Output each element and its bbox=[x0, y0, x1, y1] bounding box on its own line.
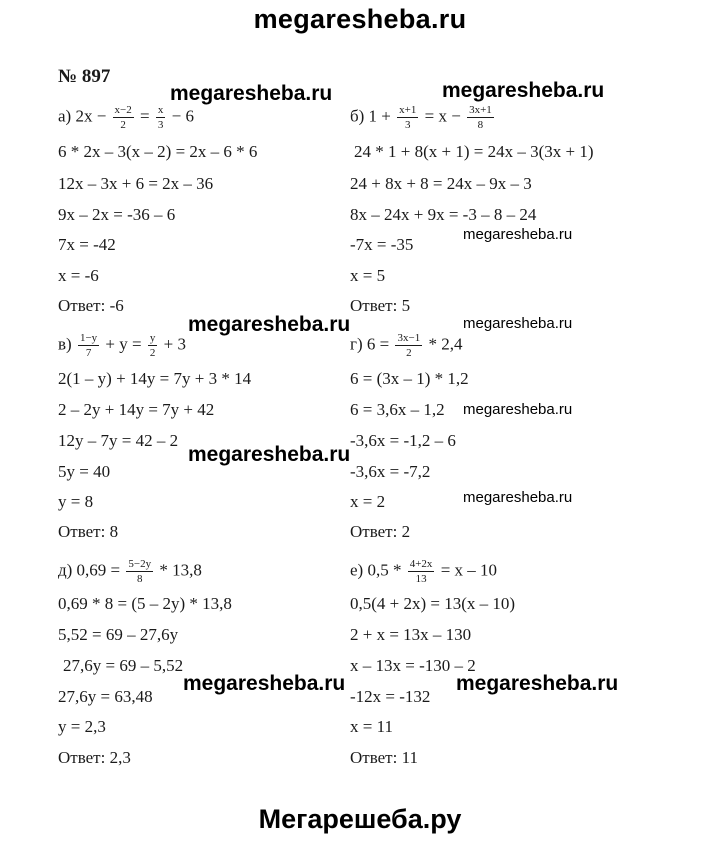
fraction-denominator: 3 bbox=[405, 119, 411, 132]
fraction-numerator: x+1 bbox=[397, 104, 418, 118]
problem-g-step: 6 = (3x – 1) * 1,2 bbox=[350, 369, 469, 388]
problem-e-step: x = 11 bbox=[350, 717, 393, 736]
eq-suffix: = x – 10 bbox=[440, 560, 498, 580]
fraction bbox=[113, 104, 134, 131]
problem-v-step: 12y – 7y = 42 – 2 bbox=[58, 431, 179, 450]
eq-suffix: − 6 bbox=[171, 106, 194, 126]
problem-v-step: 5y = 40 bbox=[58, 462, 111, 481]
problem-d-step: 0,69 * 8 = (5 – 2y) * 13,8 bbox=[58, 594, 232, 613]
problem-a-answer: Ответ: -6 bbox=[58, 296, 124, 315]
problem-a-step: 12x – 3x + 6 = 2x – 36 bbox=[58, 174, 214, 193]
problem-g-step: 6 = 3,6x – 1,2 bbox=[350, 400, 445, 419]
problem-b-answer: Ответ: 5 bbox=[350, 296, 411, 315]
problem-v-step: y = 8 bbox=[58, 492, 94, 511]
problem-e-step: -12x = -132 bbox=[350, 687, 431, 706]
problem-b-step: 24 + 8x + 8 = 24x – 9x – 3 bbox=[350, 174, 532, 193]
problem-g-answer: Ответ: 2 bbox=[350, 522, 411, 541]
problem-d-step: 27,6y = 63,48 bbox=[58, 687, 153, 706]
problem-a-equation bbox=[58, 104, 194, 131]
task-number: № 897 bbox=[58, 66, 111, 87]
eq-mid: = bbox=[140, 106, 150, 126]
problem-b-step: 8x – 24x + 9x = -3 – 8 – 24 bbox=[350, 205, 537, 224]
problem-d-equation bbox=[58, 558, 202, 585]
watermark-overlay: megaresheba.ru bbox=[463, 226, 573, 243]
problem-g-step: -3,6x = -1,2 – 6 bbox=[350, 431, 456, 450]
eq-prefix: е) 0,5 * bbox=[350, 560, 402, 580]
fraction-denominator: 7 bbox=[85, 347, 92, 360]
eq-mid: + y = bbox=[105, 334, 142, 354]
problem-b-step: 24 * 1 + 8(x + 1) = 24x – 3(3x + 1) bbox=[354, 142, 594, 161]
fraction-denominator: 3 bbox=[157, 119, 164, 132]
problem-a-step: 6 * 2x – 3(x – 2) = 2x – 6 * 6 bbox=[58, 142, 258, 161]
fraction-numerator: 3x+1 bbox=[467, 104, 494, 118]
fraction bbox=[395, 332, 422, 359]
eq-suffix: + 3 bbox=[163, 334, 186, 354]
fraction-numerator: 4+2x bbox=[408, 558, 435, 572]
fraction-denominator: 8 bbox=[137, 573, 143, 586]
problem-v-answer: Ответ: 8 bbox=[58, 522, 119, 541]
watermark-top: megaresheba.ru bbox=[253, 4, 467, 34]
problem-d-step: 27,6y = 69 – 5,52 bbox=[63, 656, 184, 675]
problem-e-step: 0,5(4 + 2x) = 13(x – 10) bbox=[350, 594, 516, 613]
fraction-denominator: 2 bbox=[406, 347, 412, 360]
problem-e-equation bbox=[350, 558, 497, 585]
fraction-numerator: x−2 bbox=[113, 104, 134, 118]
watermark-overlay: megaresheba.ru bbox=[463, 401, 573, 418]
eq-prefix: в) bbox=[58, 334, 72, 354]
problem-d-step: 5,52 = 69 – 27,6y bbox=[58, 625, 179, 644]
problem-b-step: -7x = -35 bbox=[350, 235, 414, 254]
problem-d-step: y = 2,3 bbox=[58, 717, 106, 736]
fraction-numerator: 3x−1 bbox=[395, 332, 422, 346]
problem-a-step: 9x – 2x = -36 – 6 bbox=[58, 205, 176, 224]
problem-a-step: 7x = -42 bbox=[58, 235, 116, 254]
watermark-overlay: megaresheba.ru bbox=[188, 313, 351, 336]
watermark-overlay: megaresheba.ru bbox=[170, 82, 333, 105]
watermark-bottom: Мегарешеба.ру bbox=[258, 804, 462, 834]
eq-prefix: б) 1 + bbox=[350, 106, 391, 126]
watermark-overlay: megaresheba.ru bbox=[188, 443, 351, 466]
eq-suffix: * 2,4 bbox=[428, 334, 463, 354]
fraction-denominator: 2 bbox=[120, 119, 126, 132]
fraction bbox=[467, 104, 494, 131]
watermark-overlay: megaresheba.ru bbox=[183, 672, 346, 695]
eq-prefix: д) 0,69 = bbox=[58, 560, 121, 580]
problem-v-step: 2(1 – y) + 14y = 7y + 3 * 14 bbox=[58, 369, 252, 388]
fraction-numerator: 5−2y bbox=[126, 558, 153, 572]
fraction bbox=[408, 558, 435, 585]
problem-e-answer: Ответ: 11 bbox=[350, 748, 418, 767]
fraction bbox=[156, 104, 166, 131]
fraction-denominator: 8 bbox=[477, 119, 484, 132]
problem-b-equation bbox=[350, 104, 496, 131]
watermark-overlay: megaresheba.ru bbox=[463, 315, 573, 332]
problem-v-equation bbox=[58, 332, 186, 359]
watermark-overlay: megaresheba.ru bbox=[442, 79, 605, 102]
fraction-numerator: y bbox=[148, 332, 158, 346]
problem-e-step: x – 13x = -130 – 2 bbox=[350, 656, 476, 675]
fraction bbox=[78, 332, 99, 359]
fraction-denominator: 2 bbox=[149, 347, 156, 360]
eq-suffix: * 13,8 bbox=[159, 560, 202, 580]
fraction bbox=[148, 332, 158, 359]
fraction-numerator: x bbox=[156, 104, 166, 118]
eq-prefix: г) 6 = bbox=[350, 334, 390, 354]
eq-mid: = x − bbox=[424, 106, 461, 126]
fraction bbox=[126, 558, 153, 585]
eq-prefix: а) 2x − bbox=[58, 106, 107, 126]
problem-v-step: 2 – 2y + 14y = 7y + 42 bbox=[58, 400, 215, 419]
fraction-denominator: 13 bbox=[415, 573, 427, 586]
problem-a-step: x = -6 bbox=[58, 266, 99, 285]
problem-g-step: -3,6x = -7,2 bbox=[350, 462, 431, 481]
problem-b-step: x = 5 bbox=[350, 266, 386, 285]
problem-g-equation bbox=[350, 332, 462, 359]
fraction bbox=[397, 104, 418, 131]
watermark-overlay: megaresheba.ru bbox=[463, 489, 573, 506]
fraction-numerator: 1−y bbox=[78, 332, 99, 346]
problem-d-answer: Ответ: 2,3 bbox=[58, 748, 131, 767]
problem-g-step: x = 2 bbox=[350, 492, 386, 511]
watermark-overlay: megaresheba.ru bbox=[456, 672, 619, 695]
problem-e-step: 2 + x = 13x – 130 bbox=[350, 625, 472, 644]
